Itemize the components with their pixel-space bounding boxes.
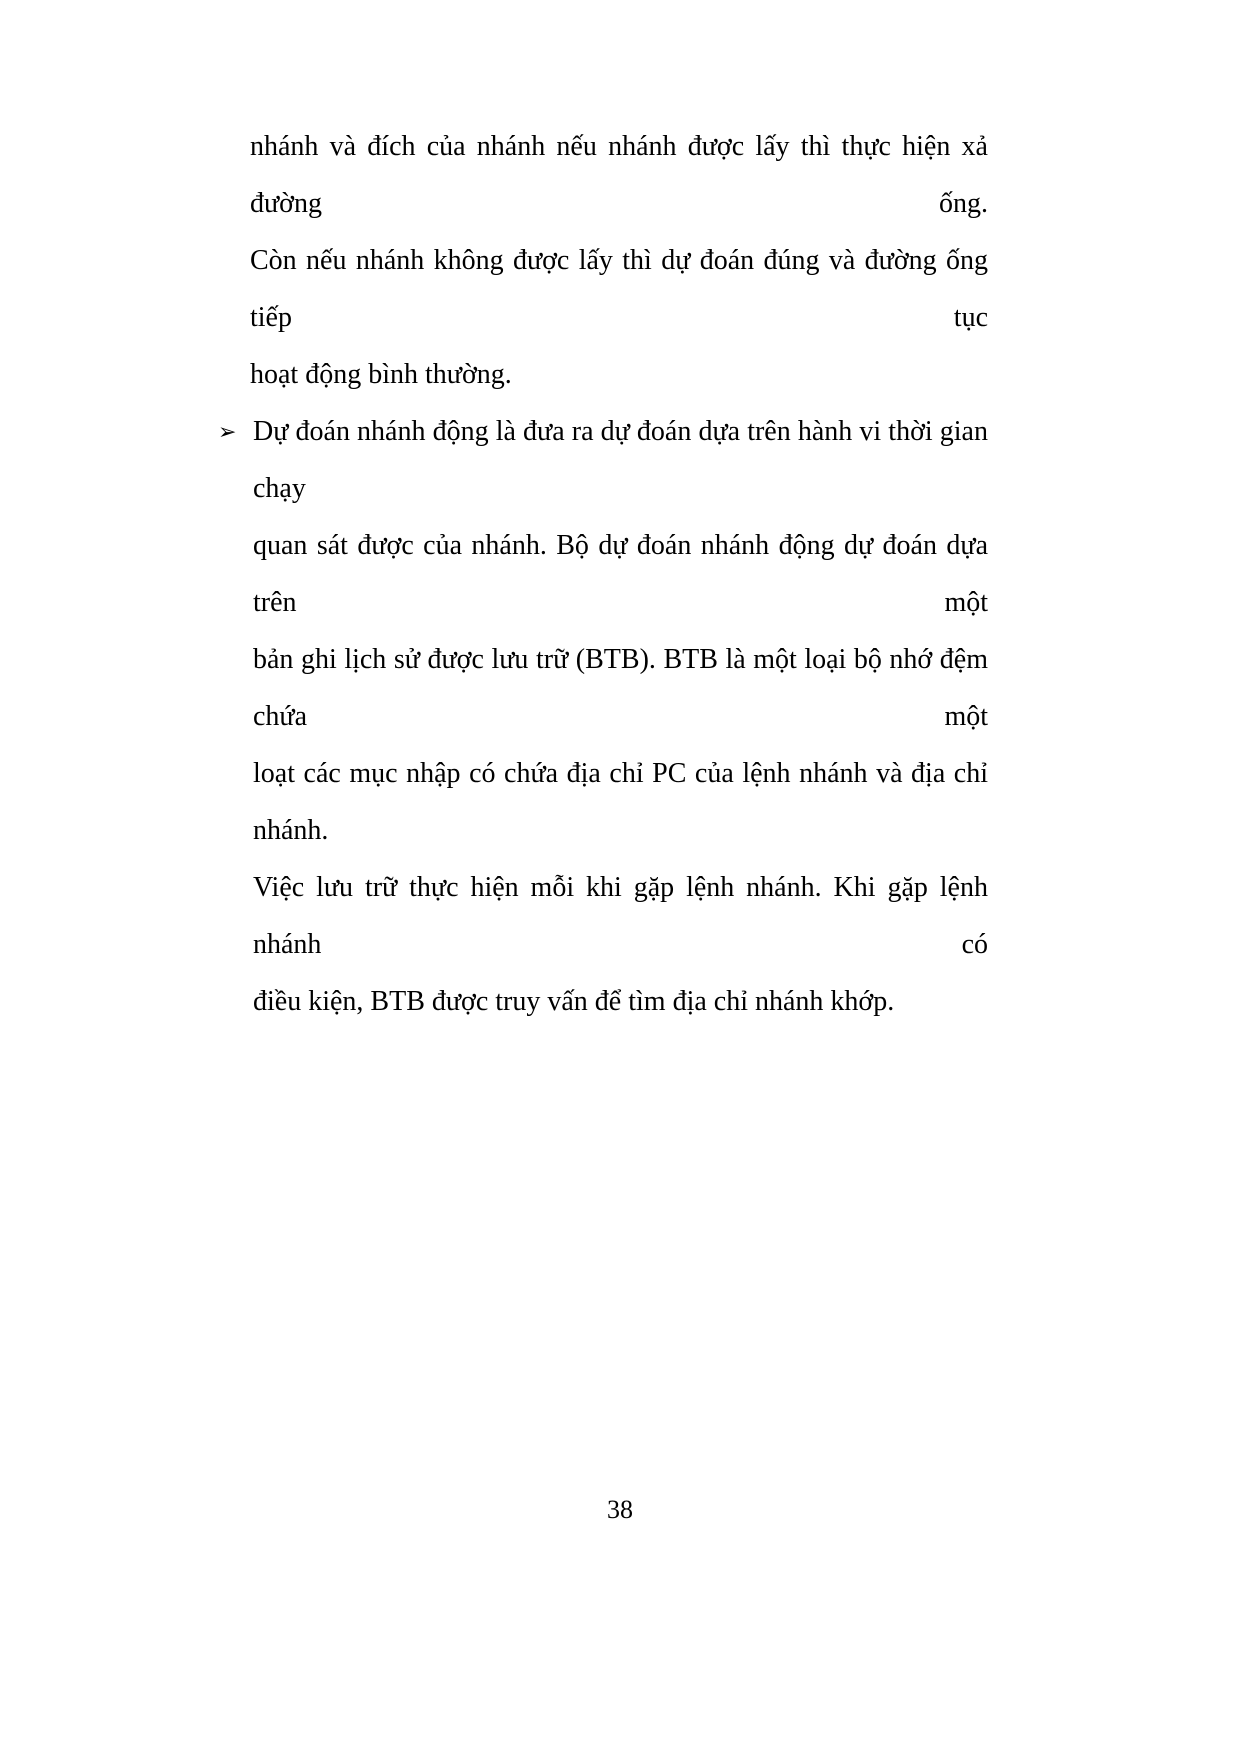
- page-body: [0, 118, 1240, 1030]
- bullet-line: quan sát được của nhánh. Bộ dự đoán nhánh động dự đoán dựa trên một: [253, 530, 988, 618]
- bullet-line: loạt các mục nhập có chứa địa chỉ PC của lệnh nhánh và địa chỉ nhánh.: [253, 758, 988, 846]
- bullet-item-dynamic-branch-prediction: [0, 403, 1240, 1030]
- bullet-line: điều kiện, BTB được truy vấn để tìm địa chỉ nhánh khớp.: [253, 986, 895, 1017]
- paragraph-line: Còn nếu nhánh không được lấy thì dự đoán đúng và đường ống tiếp tục: [250, 245, 988, 333]
- bullet-line: Việc lưu trữ thực hiện mỗi khi gặp lệnh nhánh. Khi gặp lệnh nhánh có: [253, 872, 988, 960]
- bullet-line: Dự đoán nhánh động là đưa ra dự đoán dựa trên hành vi thời gian chạy: [253, 416, 988, 504]
- arrow-bullet-icon: ➢: [218, 419, 237, 444]
- paragraph-line: hoạt động bình thường.: [250, 359, 512, 390]
- bullet-text: [253, 403, 988, 1030]
- page-number: 38: [607, 1495, 633, 1524]
- bullet-line: bản ghi lịch sử được lưu trữ (BTB). BTB là một loại bộ nhớ đệm chứa một: [253, 644, 988, 732]
- paragraph-line: nhánh và đích của nhánh nếu nhánh được lấy thì thực hiện xả đường ống.: [250, 131, 988, 219]
- paragraph-pipeline-flush: [0, 118, 1240, 403]
